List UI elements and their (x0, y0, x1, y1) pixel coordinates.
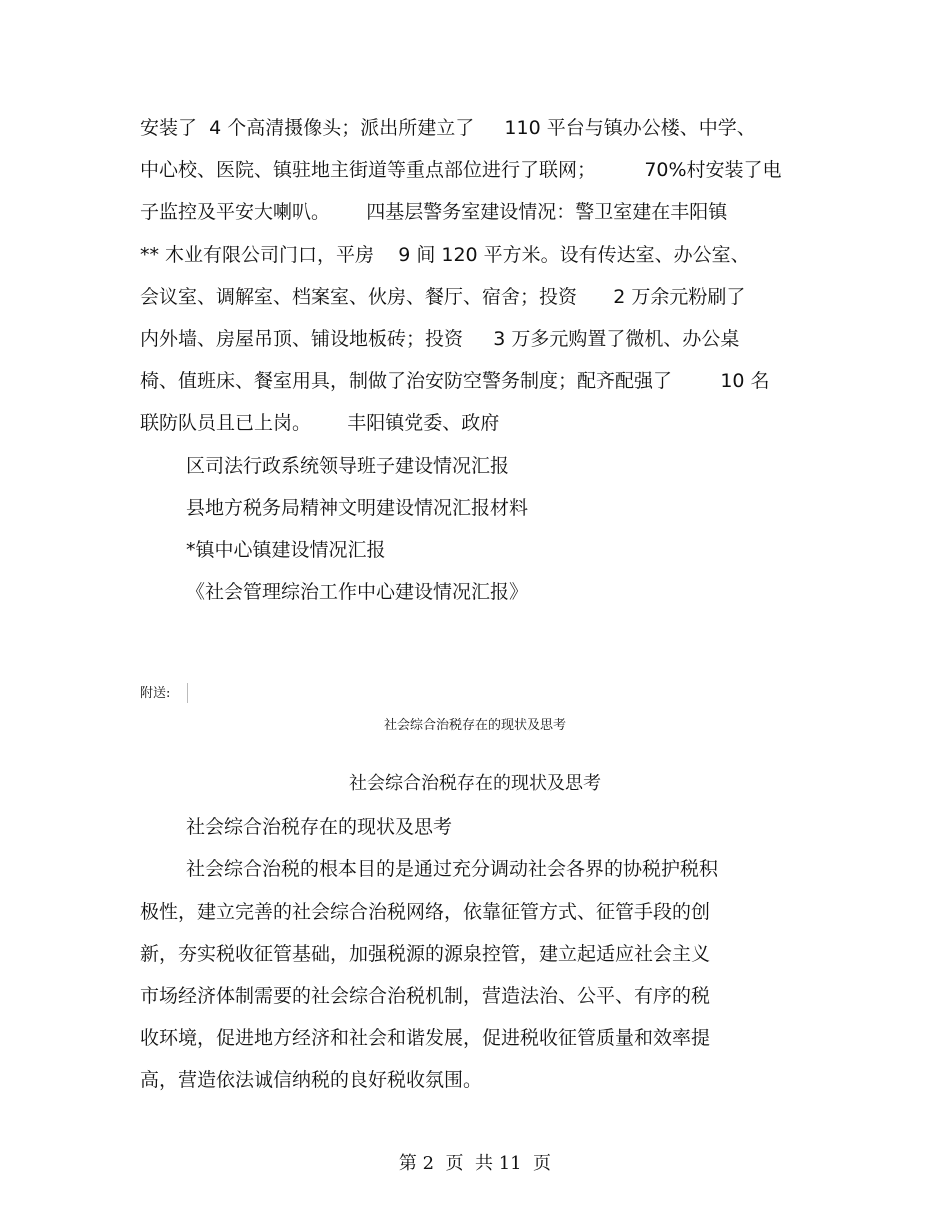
paragraph-line: 子监控及平安大喇叭。 四基层警务室建设情况：警卫室建在丰阳镇 (140, 201, 728, 223)
divider (187, 683, 188, 703)
paragraph-line: 椅、值班床、餐室用具，制做了治安防空警务制度；配齐配强了 10 名 (140, 370, 770, 392)
attachment-label: 附送: (140, 686, 171, 701)
related-link[interactable]: 《社会管理综治工作中心建设情况汇报》 (186, 581, 529, 603)
paragraph-line: 高，营造依法诚信纳税的良好税收氛围。 (140, 1069, 483, 1091)
paragraph-line: 市场经济体制需要的社会综合治税机制，营造法治、公平、有序的税 (140, 985, 711, 1007)
paragraph-line: 会议室、调解室、档案室、伙房、餐厅、宿舍；投资 2 万余元粉刷了 (140, 286, 746, 308)
paragraph-line: 新，夯实税收征管基础，加强税源的源泉控管，建立起适应社会主义 (140, 943, 711, 965)
paragraph-line: ** 木业有限公司门口，平房 9 间 120 平方米。设有传达室、办公室、 (140, 244, 750, 266)
paragraph-line: 社会综合治税的根本目的是通过充分调动社会各界的协税护税积 (186, 858, 719, 880)
article-title: 社会综合治税存在的现状及思考 (349, 773, 601, 794)
paragraph-line: 极性，建立完善的社会综合治税网络，依靠征管方式、征管手段的创 (140, 901, 711, 923)
paragraph-line: 安装了 4 个高清摄像头；派出所建立了 110 平台与镇办公楼、中学、 (140, 117, 756, 139)
related-link[interactable]: *镇中心镇建设情况汇报 (186, 539, 386, 561)
paragraph-line: 联防队员且已上岗。 丰阳镇党委、政府 (140, 412, 500, 434)
paragraph-line: 中心校、医院、镇驻地主街道等重点部位进行了联网； 70%村安装了电 (140, 159, 782, 181)
related-link[interactable]: 区司法行政系统领导班子建设情况汇报 (186, 455, 510, 477)
paragraph-line: 内外墙、房屋吊顶、铺设地板砖；投资 3 万多元购置了微机、办公桌 (140, 328, 740, 350)
related-link[interactable]: 县地方税务局精神文明建设情况汇报材料 (186, 497, 529, 519)
article-subtitle: 社会综合治税存在的现状及思考 (186, 816, 453, 838)
page-footer: 第 2 页 共 11 页 (398, 1153, 552, 1174)
paragraph-line: 收环境，促进地方经济和社会和谐发展，促进税收征管质量和效率提 (140, 1027, 711, 1049)
attachment-small-title: 社会综合治税存在的现状及思考 (383, 718, 566, 733)
